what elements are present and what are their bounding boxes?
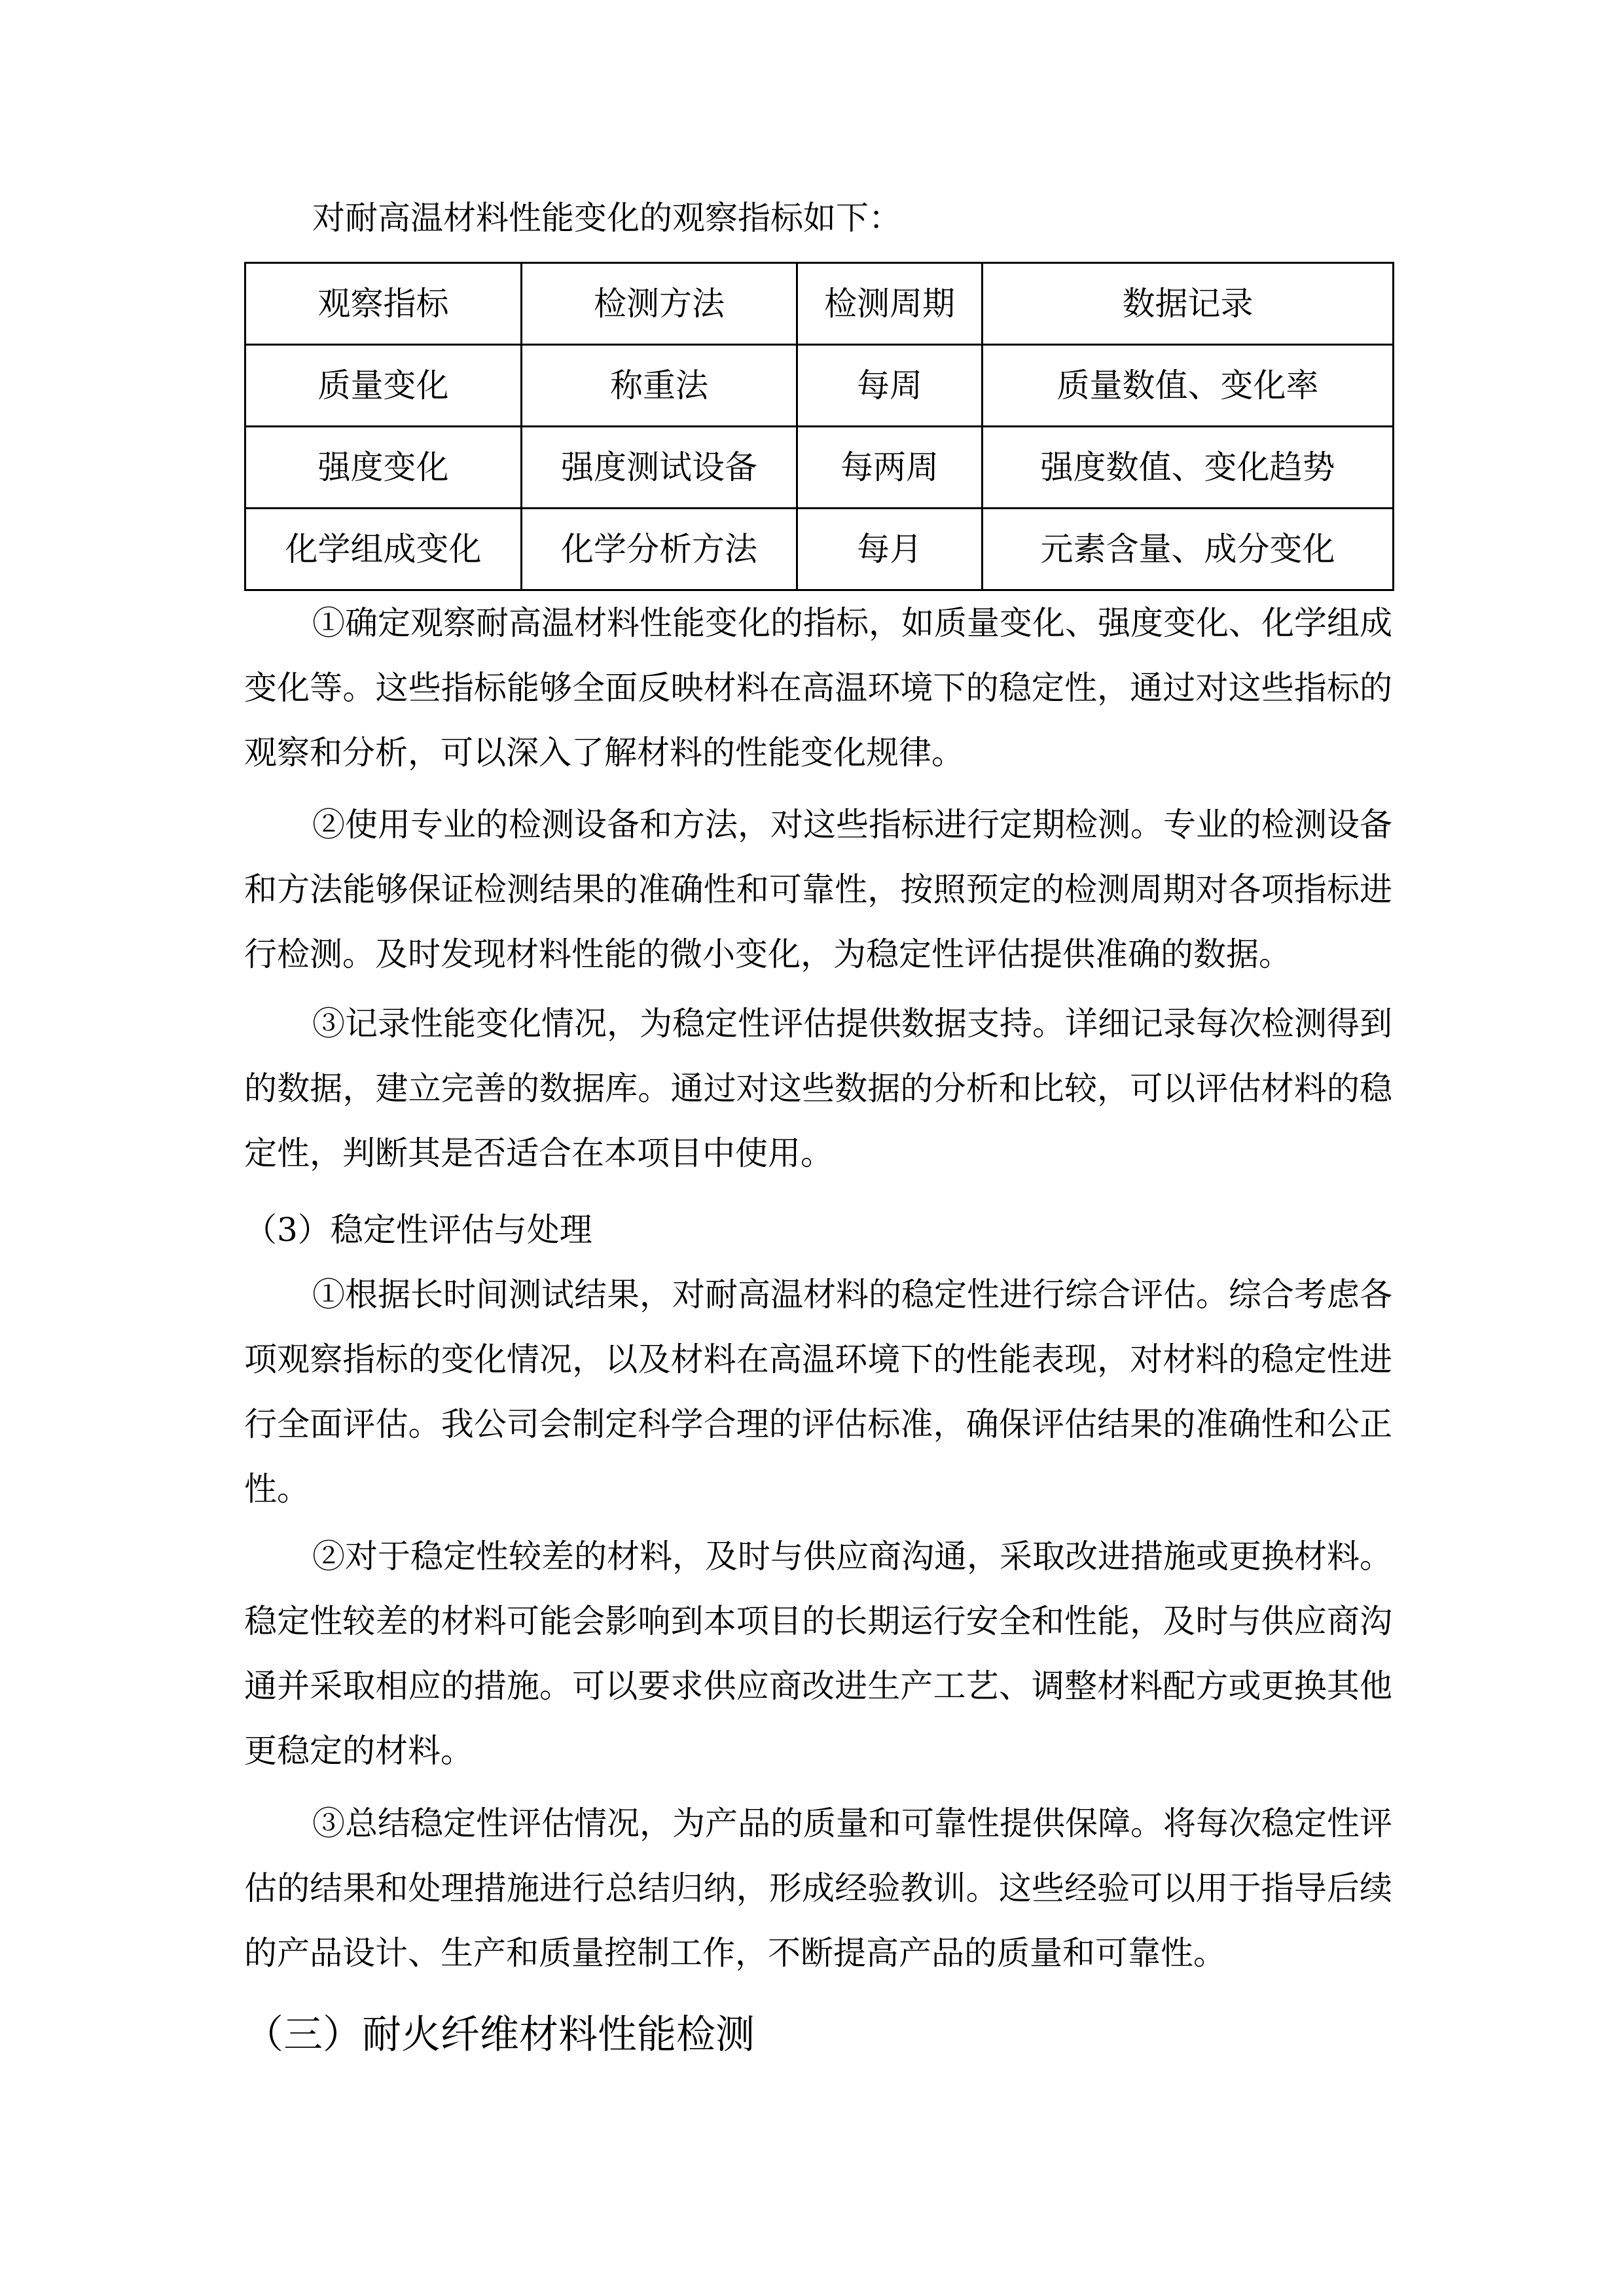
table-cell: 元素含量、成分变化: [983, 509, 1394, 590]
paragraph: ③记录性能变化情况，为稳定性评估提供数据支持。详细记录每次检测得到的数据，建立完善的数据库。通过对这些数据的分析和比较，可以评估材料的稳定性，判断其是否适合在本项目中使用。: [244, 1005, 1392, 1172]
table-cell: 每月: [797, 509, 983, 590]
table-cell: 化学组成变化: [245, 509, 522, 590]
header-cell: 检测方法: [522, 263, 797, 345]
document-page: [244, 0, 1392, 2068]
header-cell: 检测周期: [797, 263, 983, 345]
table-row: [245, 509, 1394, 590]
table-cell: 每周: [797, 345, 983, 427]
table-header-row: [245, 263, 1394, 345]
paragraph: ②使用专业的检测设备和方法，对这些指标进行定期检测。专业的检测设备和方法能够保证检测结果的准确性和可靠性，按照预定的检测周期对各项指标进行检测。及时发现材料性能的微小变化，为稳定性评估提供准确的数据。: [244, 806, 1392, 973]
table-row: [245, 345, 1394, 427]
header-cell: 观察指标: [245, 263, 522, 345]
table-cell: 称重法: [522, 345, 797, 427]
table-cell: 强度数值、变化趋势: [983, 427, 1394, 509]
paragraph: ③总结稳定性评估情况，为产品的质量和可靠性提供保障。将每次稳定性评估的结果和处理措施进行总结归纳，形成经验教训。这些经验可以用于指导后续的产品设计、生产和质量控制工作，不断提高产品的质量和可靠性。: [244, 1804, 1392, 1972]
paragraph: ①确定观察耐高温材料性能变化的指标，如质量变化、强度变化、化学组成变化等。这些指标能够全面反映材料在高温环境下的稳定性，通过对这些指标的观察和分析，可以深入了解材料的性能变化规律。: [244, 604, 1392, 772]
table-cell: 化学分析方法: [522, 509, 797, 590]
paragraph: ①根据长时间测试结果，对耐高温材料的稳定性进行综合评估。综合考虑各项观察指标的变化情况，以及材料在高温环境下的性能表现，对材料的稳定性进行全面评估。我公司会制定科学合理的评估标准，确保评估结果的准确性和公正性。: [244, 1276, 1392, 1508]
paragraph: ②对于稳定性较差的材料，及时与供应商沟通，采取改进措施或更换材料。稳定性较差的材料可能会影响到本项目的长期运行安全和性能，及时与供应商沟通并采取相应的措施。可以要求供应商改进生产工艺、调整材料配方或更换其他更稳定的材料。: [244, 1537, 1392, 1770]
table-cell: 强度变化: [245, 427, 522, 509]
subheading: （3）稳定性评估与处理: [244, 1211, 592, 1249]
table-cell: 质量数值、变化率: [983, 345, 1394, 427]
table-cell: 强度测试设备: [522, 427, 797, 509]
section-heading: （三）耐火纤维材料性能检测: [244, 2012, 755, 2058]
table-intro: 对耐高温材料性能变化的观察指标如下：: [312, 199, 901, 237]
observation-table: [244, 262, 1394, 591]
header-cell: 数据记录: [983, 263, 1394, 345]
table-cell: 质量变化: [245, 345, 522, 427]
table-cell: 每两周: [797, 427, 983, 509]
table-row: [245, 427, 1394, 509]
